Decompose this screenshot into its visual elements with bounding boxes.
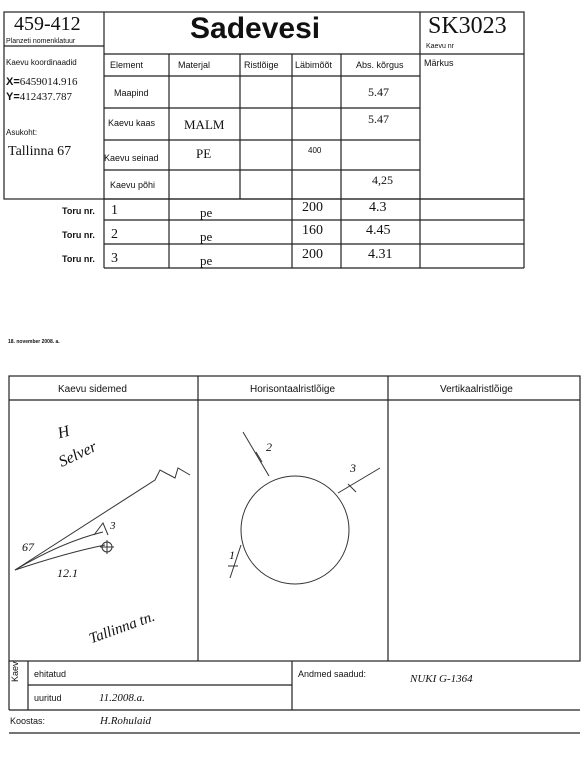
row-ground-elevation: 5.47 xyxy=(368,85,389,99)
pipe-1-number: 1 xyxy=(111,203,118,218)
y-value: 412437.787 xyxy=(19,91,73,103)
street-label-tallinna: Tallinna tn. xyxy=(87,608,158,648)
location-label: Asukoht: xyxy=(6,128,38,137)
section-pipe-3: 3 xyxy=(350,461,356,475)
pipe-2-label: Toru nr. xyxy=(62,230,95,240)
pipe-3-elevation: 4.31 xyxy=(368,247,393,262)
cross-section-lines xyxy=(228,432,380,584)
header-elevation: Abs. kõrgus xyxy=(356,60,404,70)
north-letter: H xyxy=(55,422,72,443)
pipe-3-material: pe xyxy=(200,253,213,268)
x-label: X= xyxy=(6,76,20,88)
row-bottom-elevation: 4,25 xyxy=(372,173,393,187)
pipe-1-elevation: 4.3 xyxy=(369,200,387,215)
footer-built-label: ehitatud xyxy=(34,669,67,679)
coordinates-label: Kaevu koordinaadid xyxy=(6,58,77,67)
pipe-1-material: pe xyxy=(200,205,213,220)
pipe-3-number: 3 xyxy=(111,251,118,266)
row-lid-element: Kaevu kaas xyxy=(108,118,156,128)
pipe-3-diameter: 200 xyxy=(302,247,323,262)
distance-67: 67 xyxy=(22,540,34,554)
panel-title-connections: Kaevu sidemed xyxy=(58,384,127,395)
section-pipe-2: 2 xyxy=(266,440,272,454)
y-label: Y= xyxy=(6,91,20,103)
well-caption: Kaevu nr xyxy=(426,43,455,50)
sheet-caption: Planzeti nomenklatuur xyxy=(6,38,76,45)
well-code: SK3023 xyxy=(428,13,507,39)
sheet-code: 459-412 xyxy=(14,13,81,35)
row-ground-element: Maapind xyxy=(114,88,149,98)
row-walls-diameter: 400 xyxy=(308,146,322,155)
row-bottom-element: Kaevu põhi xyxy=(110,180,156,190)
sketch-lines xyxy=(15,468,190,570)
footer-data-from-value: NUKI G-1364 xyxy=(410,673,473,685)
pipe-2-elevation: 4.45 xyxy=(366,223,391,238)
header-remark: Märkus xyxy=(424,58,454,68)
footer-side-label: Kaev xyxy=(10,661,20,682)
sketch-pipe-3: 3 xyxy=(110,520,116,532)
footer-data-from-label: Andmed saadud: xyxy=(298,669,367,679)
pipe-1-diameter: 200 xyxy=(302,200,323,215)
page-title: Sadevesi xyxy=(190,12,321,45)
header-material: Materjal xyxy=(178,60,211,70)
row-walls-material: PE xyxy=(196,146,212,161)
header-cross-section: Ristlõige xyxy=(244,60,279,70)
location-value: Tallinna 67 xyxy=(8,144,72,159)
footer-surveyed-label: uuritud xyxy=(34,693,62,703)
street-label-selver: Selver xyxy=(56,438,100,471)
row-lid-material: MALM xyxy=(184,117,225,132)
row-lid-elevation: 5.47 xyxy=(368,112,389,126)
x-coordinate xyxy=(6,76,78,88)
section-pipe-1: 1 xyxy=(229,548,235,562)
footer-compiled-label: Koostas: xyxy=(10,716,46,726)
pipe-2-material: pe xyxy=(200,229,213,244)
pipe-2-number: 2 xyxy=(111,227,118,242)
header-diameter: Läbimõõt xyxy=(295,60,333,70)
pipe-1-label: Toru nr. xyxy=(62,206,95,216)
row-walls-element: Kaevu seinad xyxy=(104,153,159,163)
footer-compiled-value: H.Rohulaid xyxy=(100,715,152,727)
x-value: 6459014.916 xyxy=(19,76,78,88)
header-element: Element xyxy=(110,60,144,70)
pipe-3-label: Toru nr. xyxy=(62,254,95,264)
footer-surveyed-value: 11.2008.a. xyxy=(99,692,145,704)
pipe-2-diameter: 160 xyxy=(302,223,323,238)
panel-title-vertical: Vertikaalristlõige xyxy=(440,384,513,395)
panel-title-horizontal: Horisontaalristlõige xyxy=(250,384,336,395)
y-coordinate xyxy=(6,91,72,103)
date-text: 18. november 2008. a. xyxy=(8,339,60,345)
distance-12: 12.1 xyxy=(57,566,78,580)
